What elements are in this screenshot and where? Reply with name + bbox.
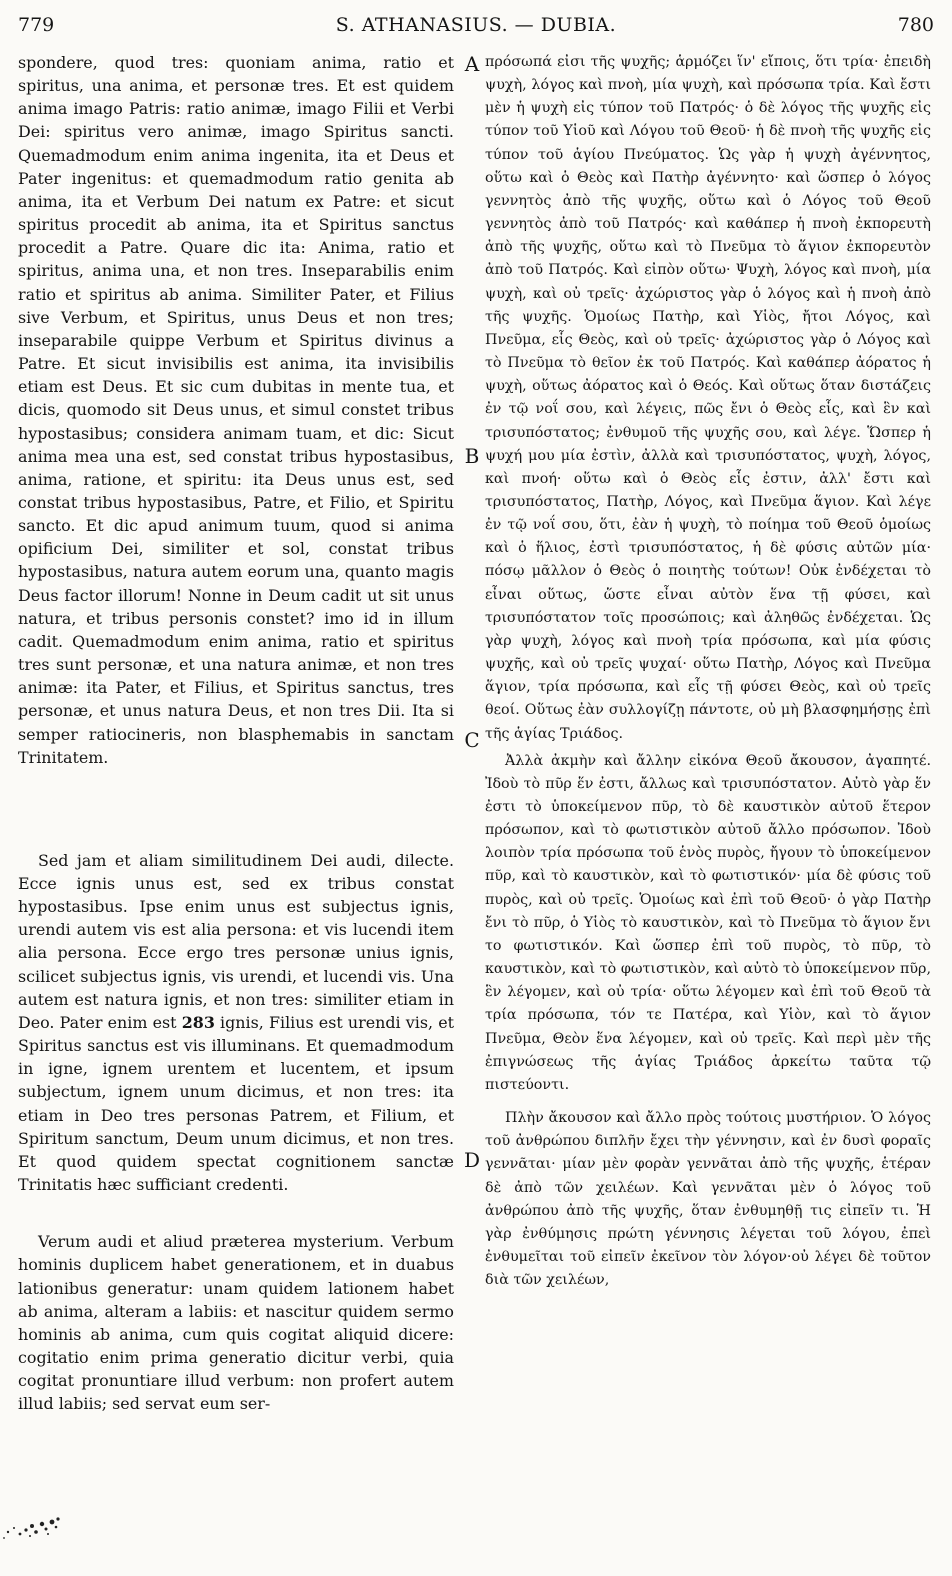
- page-number-right: 780: [897, 14, 934, 36]
- margin-marker-d: D: [464, 1148, 481, 1172]
- scan-smudge-decoration: [0, 1510, 64, 1546]
- running-title: S. ATHANASIUS. — DUBIA.: [335, 14, 617, 36]
- greek-paragraph-2: Ἀλλὰ ἀκμὴν καὶ ἄλλην εἰκόνα Θεοῦ ἄκουσον, ἀγαπητέ. Ἰδοὺ τὸ πῦρ ἕν ἐστι, ἄλλως καὶ τρισυπόστατον. Αὐτὸ γὰρ ἕν ἐστι τὸ ὑποκείμενον πῦρ, τὸ δὲ καυστικὸν αὐτοῦ ἕτερον πρόσωπον, καὶ τὸ φωτιστικὸν αὐτοῦ ἄλλο πρόσωπον. Ἰδοὺ λοιπὸν τρία πρόσωπα τοῦ ἑνὸς πυρὸς, ἤγουν τὸ ὑποκείμενον πῦρ, καὶ τὸ καυστικὸν, καὶ τὸ φωτιστικόν· μία δὲ φύσις τοῦ πυρὸς, καὶ οὐ τρεῖς. Ὁμοίως καὶ ἐπὶ τοῦ Θεοῦ· ὁ γὰρ Πατὴρ ἔνι τὸ πῦρ, ὁ Υἱὸς τὸ καυστικὸν, καὶ τὸ Πνεῦμα τὸ ἅγιον ἔνι το φωτιστικόν. Καὶ ὥσπερ ἐπὶ τοῦ πυρὸς, τὸ πῦρ, τὸ καυστικὸν, καὶ τὸ φωτιστικὸν, καὶ αὐτὸ τὸ ὑποκείμενον πῦρ, ἓν λέγομεν, καὶ οὐ τρία· οὕτω λέγομεν καὶ ἐπὶ τοῦ Θεοῦ τὰ τρία πρόσωπα, τόν τε Πατέρα, καὶ Υἱὸν, καὶ τὸ ἅγιον Πνεῦμα, Θεὸν ἕνα λέγομεν, καὶ οὐ τρεῖς. Καὶ περὶ μὲν τῆς ἐπιγνώσεως τῆς ἁγίας Τριάδος ἀρκείτω ταῦτα τῷ πιστεύοντι.: [485, 752, 931, 1093]
- greek-paragraph-3: Πλὴν ἄκουσον καὶ ἄλλο πρὸς τούτοις μυστήριον. Ὁ λόγος τοῦ ἀνθρώπου διπλῆν ἔχει τὴν γέννησιν, καὶ ἐν δυσὶ φοραῖς γεννᾶται· μίαν μὲν φορὰν γεννᾶται ἀπὸ τῆς ψυχῆς, ἑτέραν δὲ ἀπὸ τῶν χειλέων. Καὶ γεννᾶται μὲν ὁ λόγος τοῦ ἀνθρώπου ἀπὸ τῆς ψυχῆς, ὅταν ἐνθυμηθῇ τις εἰπεῖν τι. Ἡ γὰρ ἐνθύμησις πρώτη γέννησις λέγεται τοῦ λόγου, ἐπεὶ ἐνθυμεῖται τοῦ εἰπεῖν ἐκεῖνον τὸν λόγον·οὐ λέγει δὲ τοῦτον διὰ τῶν χειλέων,: [485, 1110, 931, 1289]
- latin-paragraph-2-part-a: Sed jam et aliam similitudinem Dei audi, dilecte. Ecce ignis unus est, sed ex tribus constat hypostasibus. Ipse enim unus est subjectus ignis, urendi autem vis est alia persona: et vis lucendi item alia persona. Ecce ergo tres personæ unius ignis, scilicet subjectus ignis, vis urendi, et lucendi vis. Una autem est natura ignis, et non tres: similiter etiam in Deo. Pater enim est: [18, 850, 454, 1032]
- margin-marker-b: B: [464, 444, 480, 468]
- latin-paragraph-3: Verum audi et aliud præterea mysterium. Verbum hominis duplicem habet generationem, et in duabus lationibus generatur: unam quidem lationem habet ab anima, alteram a labiis: et nascitur quidem sermo hominis ab anima, cum quis cogitat aliquid dicere: cogitatio enim prima generatio dicitur verbi, quia cogitat pronuntiare illud verbum: non profert autem illud labiis; sed servat eum ser-: [18, 1232, 454, 1414]
- page-header: [18, 14, 934, 40]
- greek-paragraph-1: πρόσωπά εἰσι τῆς ψυχῆς; ἁρμόζει ἵν' εἴποις, ὅτι τρία· ἐπειδὴ ψυχὴ, λόγος καὶ πνοὴ, μία ψυχὴ, καὶ πρόσωπα τρία. Καὶ ἔστι μὲν ἡ ψυχὴ εἰς τύπον τοῦ Πατρός· ὁ δὲ λόγος τῆς ψυχῆς εἰς τύπον τοῦ Υἱοῦ καὶ Λόγου τοῦ Θεοῦ· ἡ δὲ πνοὴ τῆς ψυχῆς εἰς τύπον τοῦ ἁγίου Πνεύματος. Ὡς γὰρ ἡ ψυχὴ ἀγέννητος, οὕτω καὶ ὁ Θεὸς καὶ Πατὴρ ἀγέννητο· καὶ ὥσπερ ὁ λόγος γεννητὸς ἀπὸ τῆς ψυχῆς, οὕτω καὶ ὁ Λόγος τοῦ Θεοῦ γεννητὸς ἀπὸ τοῦ Πατρός· καὶ καθάπερ ἡ πνοὴ ἐκπορευτὴ ἀπὸ τῆς ψυχῆς, οὕτω καὶ τὸ Πνεῦμα τὸ ἅγιον ἐκπορευτὸν ἀπὸ τοῦ Πατρός. Καὶ εἰπὸν οὕτω· Ψυχὴ, λόγος καὶ πνοὴ, μία ψυχὴ, καὶ οὐ τρεῖς· ἀχώριστος γὰρ ὁ λόγος καὶ ἡ πνοὴ ἀπὸ τῆς ψυχῆς. Ὁμοίως Πατὴρ, καὶ Υἱὸς, ἤτοι Λόγος, καὶ Πνεῦμα, εἷς Θεὸς, καὶ οὐ τρεῖς· ἀχώριστος γὰρ ὁ Λόγος καὶ τὸ Πνεῦμα τὸ θεῖον ἐκ τοῦ Πατρός. Καὶ καθάπερ ἀόρατος ἡ ψυχὴ, οὕτως ἀόρατος καὶ ὁ Θεός. Καὶ οὕτως ὅταν διστάζεις ἐν τῷ νοΐ σου, καὶ λέγεις, πῶς ἔνι ὁ Θεὸς εἷς, καὶ ἓν καὶ τρισυπόστατος; ἐνθυμοῦ τῆς ψυχῆς σου, καὶ λέγε. Ὥσπερ ἡ ψυχή μου μία ἐστὶν, ἀλλὰ καὶ τρισυπόστατος, ψυχὴ, λόγος, καὶ πνοή· οὕτω καὶ ὁ Θεὸς εἷς ἐστιν, ἀλλ' ἔστι καὶ τρισυπόστατος, Πατὴρ, Λόγος, καὶ Πνεῦμα ἅγιον. Καὶ λέγε ἐν τῷ νοΐ σου, ὅτι, ἐὰν ἡ ψυχὴ, τὸ ποίημα τοῦ Θεοῦ ὁμοίως καὶ ὁ ἥλιος, ἐστὶ τρισυπόστατος, ἡ δὲ φύσις αὐτῶν μία· πόσῳ μᾶλλον ὁ Θεὸς ὁ ποιητὴς τούτων! Οὐκ ἐνδέχεται τὸ εἶναι οὕτως, ὥστε εἶναι αὐτὸν ἕνα τῇ φύσει, καὶ τρισυπόστατον τοῖς προσώποις; καὶ ἀληθῶς ἐνδέχεται. Ὡς γὰρ ψυχὴ, λόγος καὶ πνοὴ τρία πρόσωπα, καὶ μία φύσις ψυχῆς, καὶ οὐ τρεῖς ψυχαί· οὕτω Πατὴρ, Λόγος καὶ Πνεῦμα ἅγιον, τρία πρόσωπα, καὶ εἷς τῇ φύσει Θεὸς, καὶ οὐ τρεῖς θεοί. Οὕτως ἐὰν συλλογίζῃ πάντοτε, οὐ μὴ βλασφημήσῃς ἐπὶ τῆς ἁγίας Τριάδος.: [485, 54, 931, 742]
- margin-marker-a: A: [464, 52, 480, 76]
- latin-paragraph-1: spondere, quod tres: quoniam anima, ratio et spiritus, una anima, et personæ tres. Et est quidem anima imago Patris: ratio animæ, imago Filii et Verbi Dei: spiritus vero animæ, imago Spiritus sancti. Quemadmodum enim anima ingenita, ita et Deus et Pater ingenitus: et quemadmodum ratio genita ab anima, ita et Verbum Dei natum ex Patre: et sicut spiritus procedit ab anima, ita et Spiritus sanctus procedit a Patre. Quare dic ita: Anima, ratio et spiritus, anima una, et non tres. Inseparabilis enim ratio et spiritus ab anima. Similiter Pater, et Filius sive Verbum, et Spiritus, unus Deus et non tres; inseparabile quippe Verbum et Spiritus divinus a Patre. Et sicut invisibilis est anima, ita invisibilis etiam est Deus. Et sic cum dubitas in mente tua, et dicis, quomodo sit Deus unus, et simul constet tribus hypostasibus; considera animam tuam, et dic: Sicut anima mea una est, sed constat tribus hypostasibus, anima, ratione, et spiritu: ita Deus unus est, sed constat tribus hypostasibus, Patre, et Filio, et Spiritu sancto. Et dic apud animum tuum, quod si anima opificium Dei, similiter et sol, constat tribus hypostasibus, natura autem eorum una, quanto magis Deus factor illorum! Nonne in Deum cadit ut sit unus natura, et tribus personis constet? imo id in illum cadit. Quemadmodum enim anima, ratio et spiritus tres sunt personæ, et una natura animæ, et non tres animæ: ita Pater, et Filius, et Spiritus sanctus, tres personæ, et unus natura Deus, et non tres Dii. Ita si semper ratiocineris, non blasphemabis in sanctam Trinitatem.: [18, 53, 454, 767]
- page-number-left: 779: [18, 14, 55, 36]
- margin-marker-c: C: [464, 728, 480, 752]
- latin-column: [18, 51, 454, 1536]
- greek-column: [485, 51, 931, 1536]
- latin-paragraph-2-part-b: ignis, Filius est urendi vis, et Spiritus sanctus est vis illuminans. Et quemadmodum in igne, ignem urentem et lucentem, et ipsum subjectum, ignem unum dicimus, et non tres: ita etiam in Deo tres personas Patrem, et Filium, et Spiritum sanctum, Deum unum dicimus, et non tres. Et quod quidem spectat cognitionem sanctæ Trinitatis hæc sufficiant credenti.: [18, 1012, 454, 1195]
- column-number: 283: [181, 1012, 215, 1032]
- latin-paragraph-2: [18, 849, 454, 1196]
